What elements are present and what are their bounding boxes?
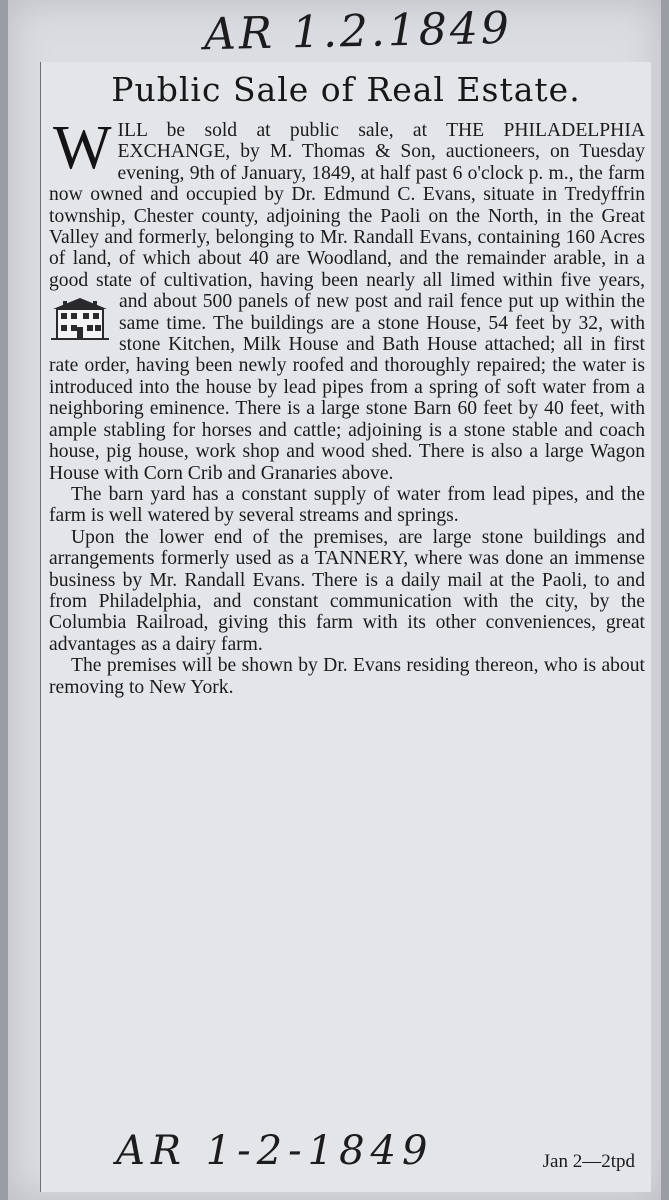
drop-cap: W (53, 114, 112, 182)
headline: Public Sale of Real Estate. (111, 70, 581, 109)
paragraph-1-text: ILL be sold at public sale, at THE PHILADELPHIA EXCHANGE, by M. Thomas & Son, auctioneers, on Tuesday evening, 9th of January, 1849, at half past 6 o'clock p. m., the farm now owned and occupied by Dr. Edmund C. Evans, situate in Tredyffrin township, Chester county, adjoining the Paoli on the North, in the Great Valley and formerly, belonging to Mr. Randall Evans, containing 160 Acres of land, of which about 40 are Woodland, and the remainder arable, in a good state of cultivation, having been nearly all limed within five years, and about 500 panels of new post and rail fence put up within (49, 120, 645, 313)
newspaper-clipping (40, 62, 651, 1192)
paragraph-3: Upon the lower end of the premises, are large stone buildings and arrangements formerly used as a TANNERY, where was done an immense business by Mr. Randall Evans. There is a daily mail at the Paoli, to and from Philadelphia, and constant communication with the city, by the Columbia Railroad, giving this farm with its other conveniences, great advantages as a dairy farm. (49, 526, 645, 655)
advertisement-body (49, 114, 645, 698)
paragraph-2: The barn yard has a constant supply of water from lead pipes, and the farm is well watered by several streams and springs. (49, 483, 645, 527)
paragraph-4: The premises will be shown by Dr. Evans residing thereon, who is about removing to New York. (49, 655, 645, 698)
handwritten-date-annotation: AR 1.2.1849 (203, 2, 513, 61)
ad-run-code: Jan 2—2tpd (542, 1151, 635, 1172)
scanned-page (8, 0, 661, 1200)
paragraph-1 (49, 114, 645, 484)
paragraph-1-text-cont: the same time. The buildings are a stone House, 54 feet by 32, with stone Kitchen, Milk House and Bath House attached; all in first rate order, having been newly roofed and thoroughly repaired; the water is introduced into the house by lead pipes from a spring of soft water from a neighboring eminence. There is a large stone Barn 60 feet by 40 feet, with ample stabling for horses and cattle; adjoining is a stone stable and coach house, pig house, work shop and wood shed. There is also a large Wagon House with Corn Crib and Granaries above. (49, 291, 645, 484)
handwritten-date-annotation-bottom: AR 1-2-1849 (116, 1128, 434, 1174)
house-woodcut-icon (49, 295, 111, 341)
